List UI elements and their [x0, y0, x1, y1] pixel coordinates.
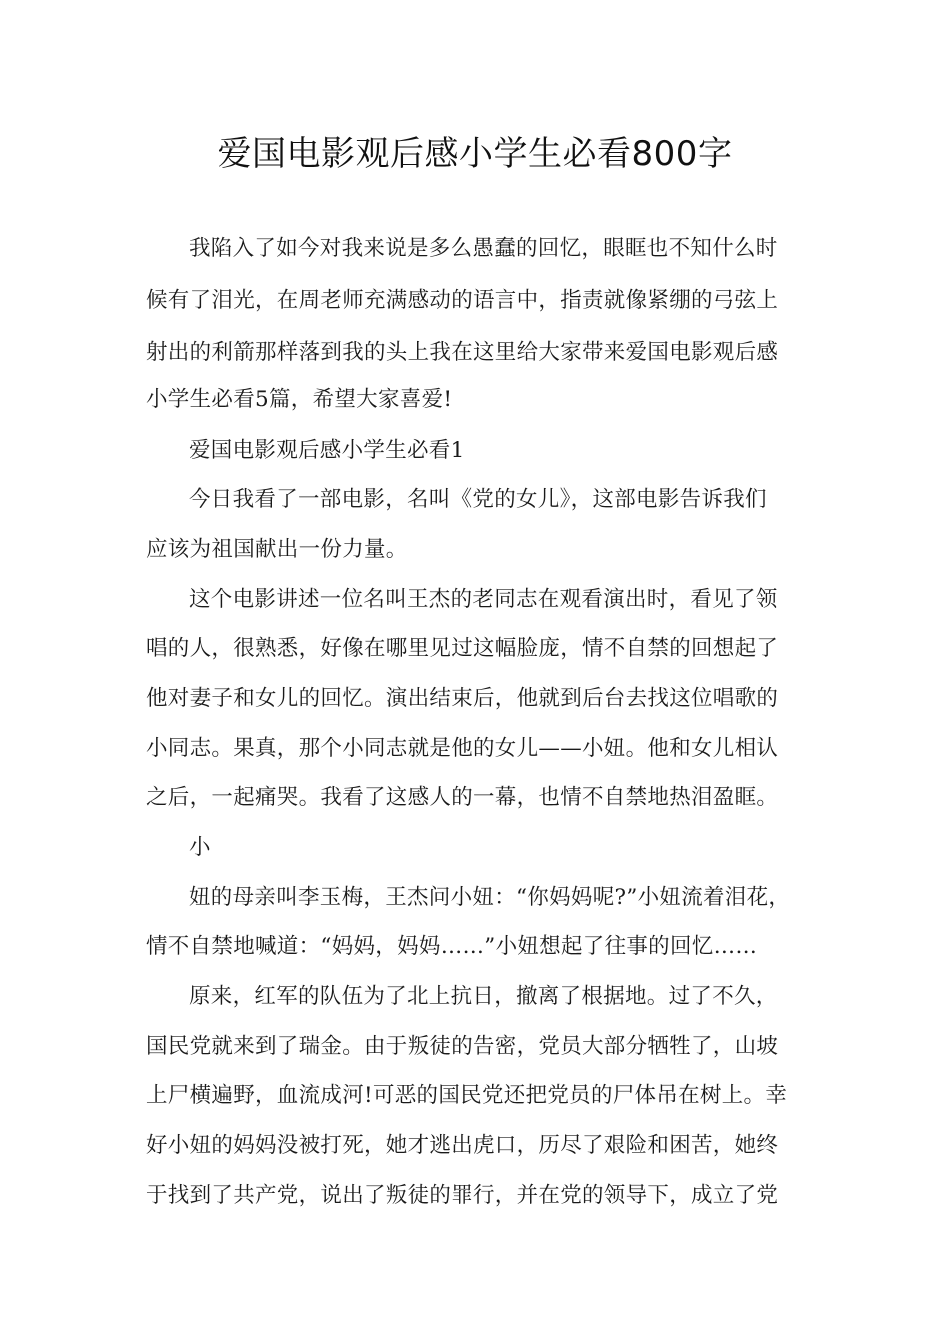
document-title: 爱国电影观后感小学生必看800字	[217, 134, 733, 174]
paragraph-line: 于找到了共产党，说出了叛徒的罪行，并在党的领导下，成立了党	[146, 1183, 779, 1208]
paragraph-line: 国民党就来到了瑞金。由于叛徒的告密，党员大部分牺牲了，山坡	[146, 1034, 779, 1059]
paragraph-line: 他对妻子和女儿的回忆。演出结束后，他就到后台去找这位唱歌的	[146, 686, 779, 711]
paragraph-line: 应该为祖国献出一份力量。	[146, 537, 408, 562]
paragraph-line: 今日我看了一部电影，名叫《党的女儿》，这部电影告诉我们	[189, 487, 767, 512]
paragraph-line: 我陷入了如今对我来说是多么愚蠢的回忆，眼眶也不知什么时	[189, 236, 778, 261]
paragraph-line: 候有了泪光，在周老师充满感动的语言中，指责就像紧绷的弓弦上	[146, 288, 779, 313]
section-heading: 爱国电影观后感小学生必看1	[189, 438, 465, 463]
paragraph-line: 这个电影讲述一位名叫王杰的老同志在观看演出时，看见了领	[189, 587, 778, 612]
paragraph-line: 妞的母亲叫李玉梅，王杰问小妞：“你妈妈呢?”小妞流着泪花，	[189, 885, 791, 910]
paragraph-line: 之后，一起痛哭。我看了这感人的一幕，也情不自禁地热泪盈眶。	[146, 785, 779, 810]
paragraph-line: 情不自禁地喊道：“妈妈，妈妈……”小妞想起了往事的回忆……	[146, 934, 758, 959]
paragraph-line: 射出的利箭那样落到我的头上我在这里给大家带来爱国电影观后感	[146, 340, 779, 365]
paragraph-line: 唱的人，很熟悉，好像在哪里见过这幅脸庞，情不自禁的回想起了	[146, 636, 779, 661]
paragraph-line: 原来，红军的队伍为了北上抗日，撤离了根据地。过了不久，	[189, 984, 778, 1009]
paragraph-line: 上尸横遍野，血流成河!可恶的国民党还把党员的尸体吊在树上。幸	[146, 1083, 788, 1108]
paragraph-line: 小同志。果真，那个小同志就是他的女儿——小妞。他和女儿相认	[146, 736, 779, 761]
paragraph-line: 小	[189, 835, 211, 860]
paragraph-line: 小学生必看5篇，希望大家喜爱!	[146, 387, 453, 412]
paragraph-line: 好小妞的妈妈没被打死，她才逃出虎口，历尽了艰险和困苦，她终	[146, 1133, 779, 1158]
